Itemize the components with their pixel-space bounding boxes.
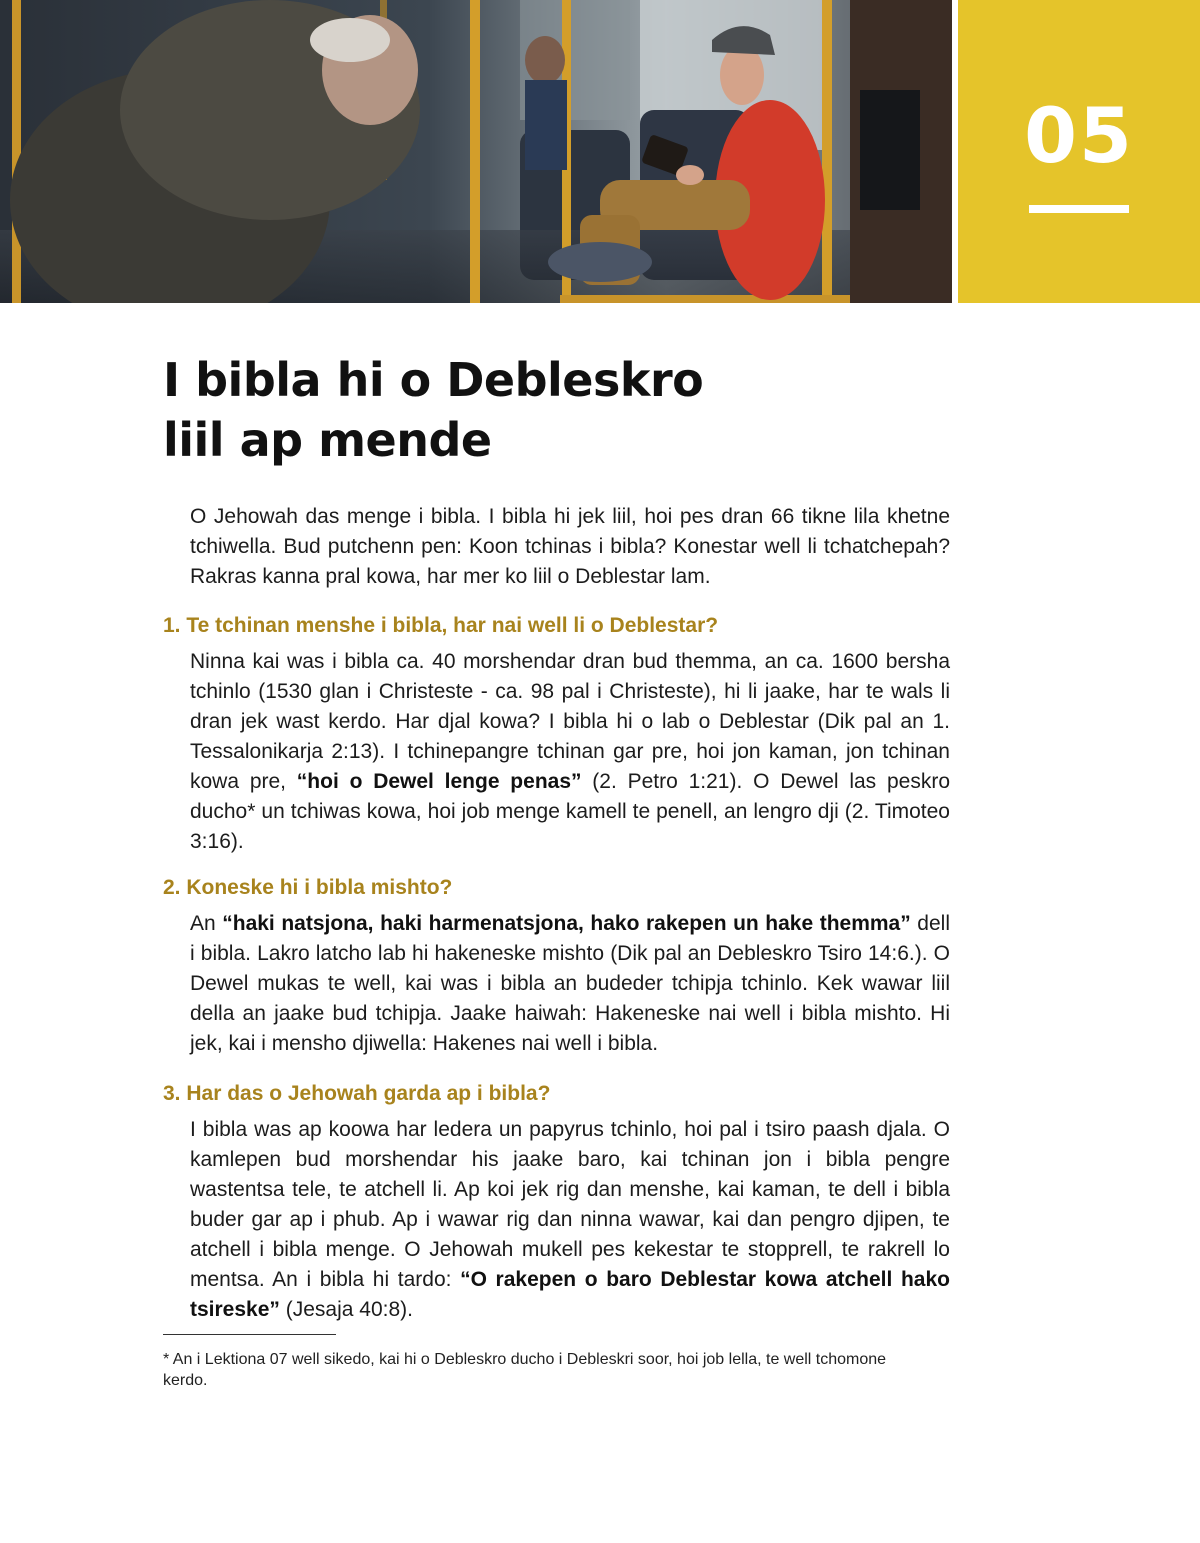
answer-1-text-a: Ninna kai was i bibla ca. 40 morshendar dran bud themma, an ca. 1600 bersha tchinlo (1530 glan i Christeste - ca. 98 pal i Christeste), hi li jaake, har te wals li dran jek wast kerdo. Har djal kowa? I bibla hi o lab o Deblestar (Dik pal an 1. Tessalonikarja 2:13). I tchinepangre tchinan gar pre, hoi jon kaman, jon tchinan kowa pre, (190, 650, 950, 793)
answer-3-quote: “O rakepen o baro Deblestar kowa atchell hako tsireske” (190, 1268, 950, 1321)
answer-1 (190, 647, 950, 857)
question-2: 2. Koneske hi i bibla mishto? (163, 876, 453, 899)
page-title (163, 350, 703, 470)
intro-paragraph: O Jehowah das menge i bibla. I bibla hi jek liil, hoi pes dran 66 tikne lila khetne tchiwella. Bud putchenn pen: Koon tchinas i bibla? Konestar well li tchatchepah? Rakras kanna pral kowa, har mer ko liil o Deblestar lam. (190, 505, 950, 588)
answer-2-quote: “haki natsjona, haki harmenatsjona, hako rakepen un hake themma” (222, 912, 911, 935)
page-title-line-1: I bibla hi o Debleskro (163, 353, 704, 407)
lesson-number: 05 (1024, 91, 1134, 180)
answer-1-quote: “hoi o Dewel lenge penas” (296, 770, 582, 793)
lesson-number-tab (958, 0, 1200, 303)
question-3: 3. Har das o Jehowah garda ap i bibla? (163, 1082, 551, 1105)
answer-2-text-b: dell i bibla. Lakro latcho lab hi hakeneske mishto (Dik pal an Debleskro Tsiro 14:6.). O Dewel mukas te well, kai was i bibla an budeder tchipja tchinlo. Kek wawar liil della an jaake bud tchipja. Jaake haiwah: Hakeneske nai well i bibla mishto. Hi jek, kai i mensho djiwella: Hakenes nai well i bibla. (190, 912, 950, 1055)
answer-3 (190, 1115, 950, 1325)
answer-3-text-a: I bibla was ap koowa har ledera un papyrus tchinlo, hoi pal i tsiro paash djala. O kamlepen bud morshendar his jaake baro, kai tchinan jon i bibla pengre wastentsa tele, te atchell li. Ap koi jek rig dan menshe, kai kaman, te dell i bibla buder gar ap i phub. Ap i wawar rig dan ninna wawar, kai dan pengro djipen, te atchell i bibla menge. O Jehowah mukell pes kekestar te stopprell, te rakrell lo mentsa. An i bibla hi tardo: (190, 1118, 950, 1291)
answer-2-text-a: An (190, 912, 223, 935)
answer-2 (190, 909, 950, 1059)
footnote-divider (163, 1334, 336, 1335)
footnote: * An i Lektiona 07 well sikedo, kai hi o Debleskro ducho i Debleskri soor, hoi job lella, te well tchomone kerdo. (163, 1351, 887, 1389)
answer-1-text-b: (2. Petro 1:21). O Dewel las peskro ducho* un tchiwas kowa, hoi job menge kamell te penell, an lengro dji (2. Timoteo 3:16). (190, 770, 951, 853)
answer-3-text-b: (Jesaja 40:8). (279, 1298, 413, 1321)
question-1: 1. Te tchinan menshe i bibla, har nai well li o Deblestar? (163, 614, 719, 637)
lesson-number-underline (1029, 205, 1129, 213)
hero-photo (0, 0, 952, 303)
page-title-line-2: liil ap mende (163, 413, 492, 467)
